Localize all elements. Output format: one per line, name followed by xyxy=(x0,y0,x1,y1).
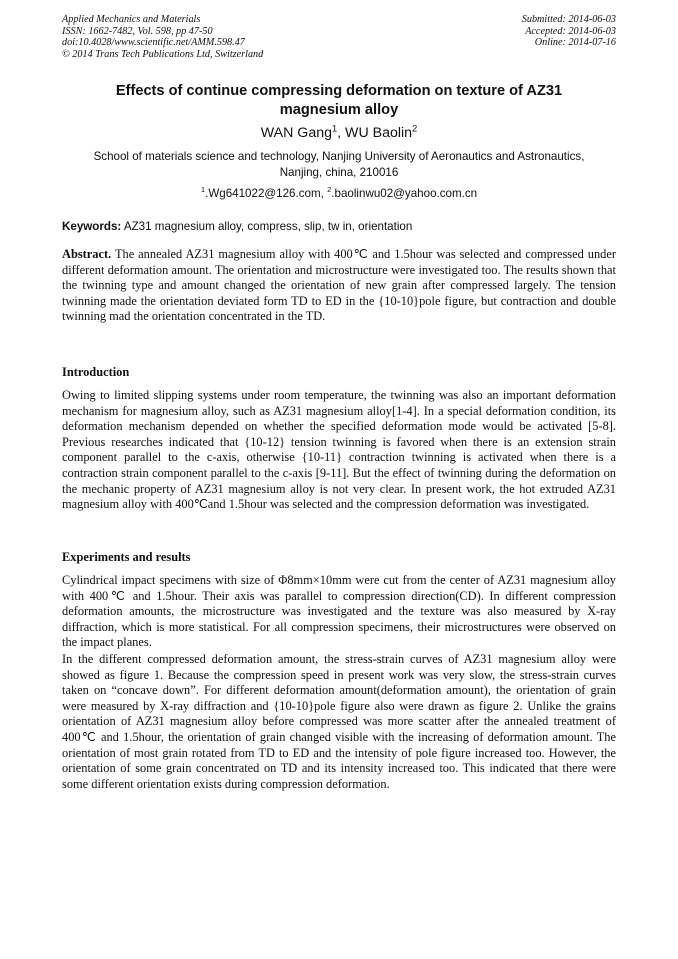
paper-title xyxy=(62,82,616,120)
journal-copyright: © 2014 Trans Tech Publications Ltd, Switzerland xyxy=(62,48,264,60)
abstract-text: The annealed AZ31 magnesium alloy with 400℃ and 1.5hour was selected and compressed under different deformation amount. The orientation and microstructure were investigated too. The results shown that the twinning type and amount changed the orientation of new grain after compressed largely. The tension twinning made the orientation deviated form TD to ED in the {10-10}pole figure, but contraction and double twinning mad the orientation concentrated in the TD. xyxy=(62,247,616,324)
experiments-paragraph-2: In the different compressed deformation amount, the stress-strain curves of AZ31 magnesium alloy were showed as figure 1. Because the compression speed in present work was very slow, the stress-strain curves taken on “concave down”. For different deformation amount(deformation amount), the orientation of grain were measured by X-ray diffraction and {10-10}pole figure also were drawn as figure 2. Unlike the grains orientation of AZ31 magnesium alloy before compressed was more scatter after the annealed treatment of 400℃ and 1.5hour, the orientation of grain changed visible with the increasing of deformation amount. The orientation of most grain rotated from TD to ED and the intensity of pole figure increased too. However, the orientation of some grain concentrated on TD and its intensity increased too. This indicated that there were some different orientation exists during compression deformation. xyxy=(62,652,616,791)
journal-doi: doi:10.4028/www.scientific.net/AMM.598.47 xyxy=(62,37,245,49)
keywords-label: Keywords: xyxy=(62,220,122,233)
journal-info xyxy=(62,14,263,60)
author-1: WAN Gang xyxy=(260,125,333,141)
submitted-date: Submitted: 2014-06-03 xyxy=(521,14,616,25)
accepted-date: Accepted: 2014-06-03 xyxy=(525,25,616,37)
author-emails xyxy=(62,186,616,201)
journal-name: Applied Mechanics and Materials xyxy=(62,14,201,25)
author-separator: , xyxy=(337,125,346,141)
experiments-heading: Experiments and results xyxy=(62,550,191,564)
affiliation-line-2: Nanjing, china, 210016 xyxy=(279,165,399,179)
title-line-2: magnesium alloy xyxy=(279,102,399,118)
keywords-text: AZ31 magnesium alloy, compress, slip, tw in, orientation xyxy=(121,220,413,233)
author-1-mark: 1 xyxy=(332,123,338,134)
email-2: .baolinwu02@yahoo.com.cn xyxy=(331,187,478,200)
author-2-mark: 2 xyxy=(412,123,418,134)
title-line-1: Effects of continue compressing deformation on texture of AZ31 xyxy=(115,83,563,99)
online-date: Online: 2014-07-16 xyxy=(534,37,616,49)
experiments-paragraph-1: Cylindrical impact specimens with size of Φ8mm×10mm were cut from the center of AZ31 magnesium alloy with 400℃ and 1.5hour. Their axis was parallel to compression direction(CD). In different compression deformation amounts, the microstructure was investigated and the texture was also measured by X-ray diffraction, which is more statistical. For all compression specimens, their microstructures were observed on the impact planes. xyxy=(62,573,616,650)
affiliation xyxy=(62,149,616,180)
introduction-paragraph: Owing to limited slipping systems under room temperature, the twinning was also an important deformation mechanism for magnesium alloy, such as AZ31 magnesium alloy[1-4]. In a special deformation condition, its deformation mechanism depended on whether the specified deformation mode would be activated [5-8]. Previous researches indicated that {10-12} tension twinning is favored when there is an extension strain component parallel to the c-axis, otherwise {10-11} contraction twinning is activated when there is a contraction strain component parallel to the c-axis [9-11]. But the effect of twinning during the deformation on the mechanic property of AZ31 magnesium alloy is not very clear. In present work, the hot extruded AZ31 magnesium alloy with 400℃and 1.5hour was selected and the compression deformation was investigated. xyxy=(62,388,616,512)
author-2: WU Baolin xyxy=(345,125,413,141)
keywords xyxy=(62,219,616,234)
email-1-mark: 1 xyxy=(200,185,206,195)
abstract xyxy=(62,247,616,325)
email-2-mark: 2 xyxy=(327,185,332,195)
abstract-label: Abstract. xyxy=(62,247,112,261)
email-1: .Wg641022@126.com, xyxy=(205,187,328,200)
author-list xyxy=(62,124,616,142)
affiliation-line-1: School of materials science and technology, Nanjing University of Aeronautics and Astronautics, xyxy=(93,150,585,163)
publication-dates xyxy=(522,14,616,49)
journal-issn: ISSN: 1662-7482, Vol. 598, pp 47-50 xyxy=(62,25,213,37)
introduction-heading: Introduction xyxy=(62,365,130,379)
